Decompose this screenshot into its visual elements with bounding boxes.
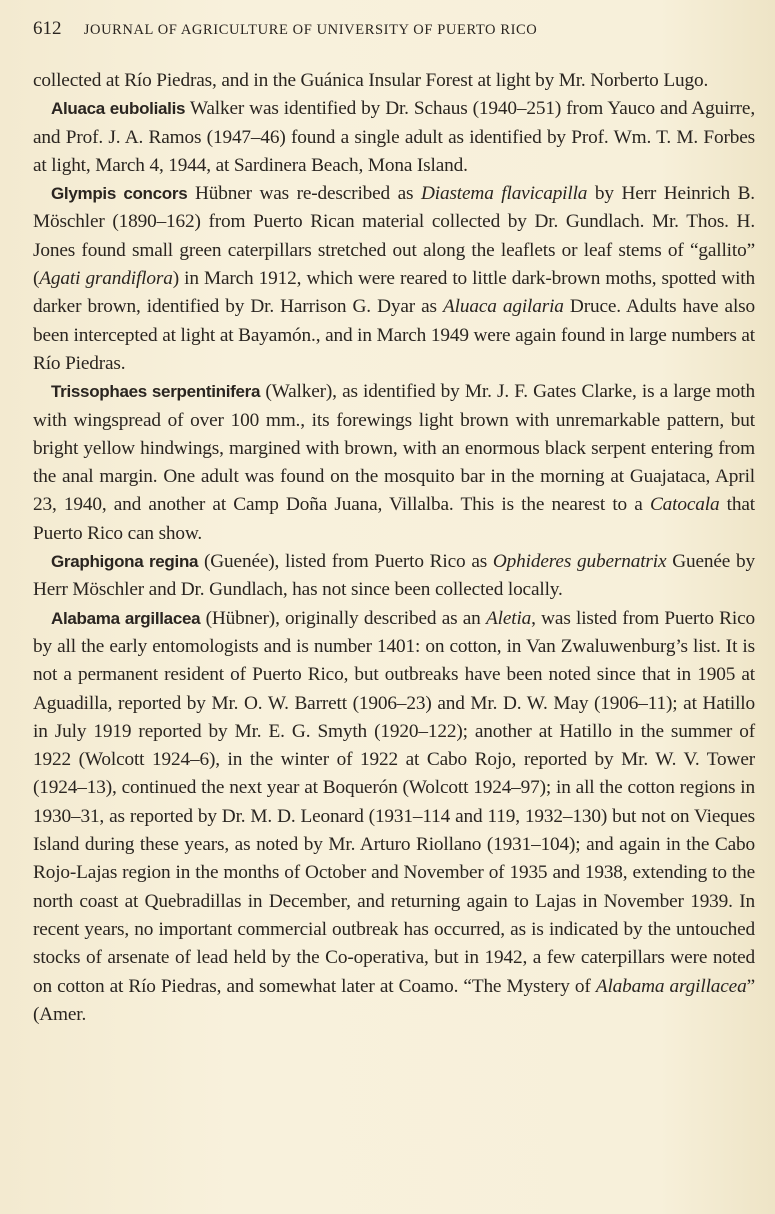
text-run: by Herr Heinrich B. Möschler (1890–162) from Puerto Rican material collected by Dr. Gundlach. Mr. Thos. H. Jones found small green caterpillars stretched out along the leaflets or leaf stems of “gallito” ( (33, 183, 755, 290)
species-name: Alabama argillacea (51, 608, 201, 628)
species-name: Trissophaes serpentinifera (51, 382, 261, 402)
text-run: that Puerto Rico can show. (33, 494, 755, 544)
text-run: ” (Amer. (33, 975, 756, 1025)
italic-term: Catocala (649, 494, 720, 516)
paragraph (33, 378, 755, 548)
paragraph (33, 67, 755, 95)
italic-term: Ophideres gubernatrix (492, 551, 667, 573)
text-run: , was listed from Puerto Rico by all the early entomologists and is number 1401: on cotton, in Van Zwaluwenburg’s list. It is not a permanent resident of Puerto Rico, but outbreaks have been noted since that in 1905 at Aguadilla, reported by Mr. O. W. Barrett (1906–23) and Mr. D. W. May (1906–11); at Hatillo in July 1919 reported by Mr. E. G. Smyth (1920–122); another at Hatillo in the summer of 1922 (Wolcott 1924–6), in the winter of 1922 at Cabo Rojo, reported by Mr. W. V. Tower (1924–13), continued the next year at Boquerón (Wolcott 1924–97); in all the cotton regions in 1930–31, as reported by Dr. M. D. Leonard (1931–114 and 119, 1932–130) but not on Vieques Island during these years, as noted by Mr. Arturo Riollano (1931–104); and again in the Cabo Rojo-Lajas region in the months of October and November of 1935 and 1938, extending to the north coast at Quebradillas in December, and returning again to Lajas in November 1939. In recent years, no important commercial outbreak has occurred, as is indicated by the untouched stocks of arsenate of lead held by the Co-operativa, but in 1942, a few caterpillars were noted on cotton at Río Piedras, and somewhat later at Coamo. “The Mystery of (33, 607, 755, 997)
italic-term: Aletia (486, 607, 532, 629)
journal-title: JOURNAL OF AGRICULTURE OF UNIVERSITY OF PUERTO RICO (83, 22, 538, 38)
body-text (33, 67, 755, 1029)
text-run: (Hübner), originally described as an (200, 607, 486, 629)
paragraph (33, 180, 755, 378)
text-run: ) in March 1912, which were reared to little dark-brown moths, spotted with darker brown, identified by Dr. Harrison G. Dyar as (33, 268, 755, 318)
running-header (33, 18, 733, 40)
paragraph (33, 548, 755, 605)
italic-term: Alabama argillacea (595, 975, 747, 997)
species-name: Aluaca eubolialis (51, 99, 186, 119)
text-run: Guenée by Herr Möschler and Dr. Gundlach, has not since been collected locally. (33, 551, 755, 601)
text-run: (Walker), as identified by Mr. J. F. Gates Clarke, is a large moth with wingspread of over 100 mm., its forewings light brown with unremarkable pattern, but bright yellow hindwings, margined with brown, with an enormous black serpent entering from the anal margin. One adult was found on the mosquito bar in the morning at Guajataca, April 23, 1940, and another at Camp Doña Juana, Villalba. This is the nearest to a (33, 381, 755, 516)
italic-term: Aluaca agilaria (443, 296, 564, 318)
text-run: Hübner was re-described as (187, 183, 421, 205)
text-run: collected at Río Piedras, and in the Guánica Insular Forest at light by Mr. Norberto Lugo. (33, 70, 709, 91)
paragraph (33, 605, 755, 1029)
text-run: Walker was identified by Dr. Schaus (1940–251) from Yauco and Aguirre, and Prof. J. A. Ramos (1947–46) found a single adult as identified by Prof. Wm. T. M. Forbes at light, March 4, 1944, at Sardinera Beach, Mona Island. (33, 98, 755, 176)
text-run: (Guenée), listed from Puerto Rico as (198, 551, 493, 573)
paragraph (33, 95, 755, 180)
italic-term: Agati grandiflora (39, 268, 173, 290)
text-run: Druce. Adults have also been intercepted at light at Bayamón., and in March 1949 were again found in large numbers at Río Piedras. (33, 296, 756, 374)
species-name: Graphigona regina (51, 552, 199, 572)
italic-term: Diastema flavicapilla (420, 183, 588, 205)
page-number: 612 (33, 18, 62, 39)
species-name: Glympis concors (51, 184, 188, 204)
